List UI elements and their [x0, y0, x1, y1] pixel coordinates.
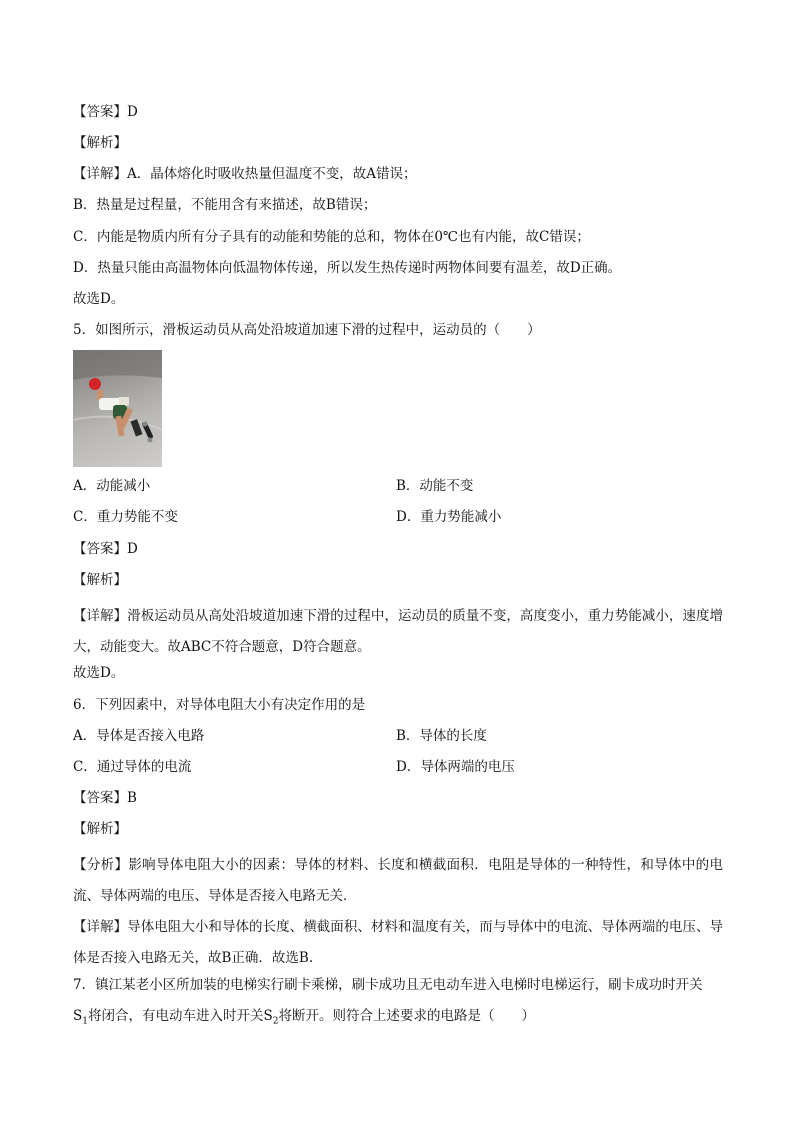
q6-answer: 【答案】B: [73, 790, 137, 806]
switch-s1-label: S: [73, 1008, 83, 1024]
q4-answer: 【答案】D: [73, 104, 138, 120]
q6-question: 6．下列因素中，对导体电阻大小有决定作用的是: [73, 697, 366, 713]
q5-analysis-label: 【解析】: [73, 572, 127, 588]
q4-analysis-label: 【解析】: [73, 135, 127, 151]
switch-s1-subscript: 1: [82, 1016, 88, 1027]
q7-question-mid: 将闭合，有电动车进入时开关: [87, 1008, 264, 1024]
switch-s2-subscript: 2: [272, 1016, 279, 1027]
skateboarder-illustration: [73, 350, 162, 467]
q7-question-line2: [73, 1006, 535, 1032]
q6-option-a: A．导体是否接入电路: [73, 728, 205, 744]
q6-option-d: D．导体两端的电压: [396, 759, 515, 775]
q5-question: 5．如图所示，滑板运动员从高处沿坡道加速下滑的过程中，运动员的（ ）: [73, 322, 541, 338]
skateboarder-photo: [73, 350, 162, 467]
q5-detail: 【详解】滑板运动员从高处沿坡道加速下滑的过程中，运动员的质量不变，高度变小，重力势能减小，速度增大，动能变大。故ABC不符合题意，D符合题意。: [73, 608, 723, 655]
q5-option-d: D．重力势能减小: [396, 509, 502, 525]
q4-detail-c: C．内能是物质内所有分子具有的动能和势能的总和，物体在0℃也有内能，故C错误；: [73, 229, 590, 245]
q7-question-end: 将断开。则符合上述要求的电路是（ ）: [278, 1008, 535, 1024]
switch-s2-label: S: [263, 1008, 273, 1024]
q4-detail-b: B．热量是过程量，不能用含有来描述，故B错误；: [73, 197, 377, 213]
q7-question-line1: 7．镇江某老小区所加装的电梯实行刷卡乘梯，刷卡成功且无电动车进入电梯时电梯运行，刷卡成功时开关: [73, 977, 703, 993]
q5-option-a: A．动能减小: [73, 478, 151, 494]
q5-option-b: B．动能不变: [396, 478, 474, 494]
q4-detail-a: 【详解】A．晶体熔化时吸收热量但温度不变，故A错误；: [73, 166, 417, 182]
q6-analysis-label: 【解析】: [73, 821, 127, 837]
q4-conclusion: 故选D。: [73, 291, 125, 307]
q6-option-c: C．通过导体的电流: [73, 759, 192, 775]
q5-answer: 【答案】D: [73, 541, 138, 557]
q6-option-b: B．导体的长度: [396, 728, 487, 744]
q4-detail-d: D．热量只能由高温物体向低温物体传递，所以发生热传递时两物体间要有温差，故D正确。: [73, 260, 622, 276]
q6-analysis: 【分析】影响导体电阻大小的因素：导体的材料、长度和横截面积．电阻是导体的一种特性，和导体中的电流、导体两端的电压、导体是否接入电路无关．: [73, 857, 723, 904]
q6-detail: 【详解】导体电阻大小和导体的长度、横截面积、材料和温度有关，而与导体中的电流、导体两端的电压、导体是否接入电路无关，故B正确．故选B.: [73, 919, 723, 966]
q5-conclusion: 故选D。: [73, 665, 125, 681]
q5-option-c: C．重力势能不变: [73, 509, 178, 525]
